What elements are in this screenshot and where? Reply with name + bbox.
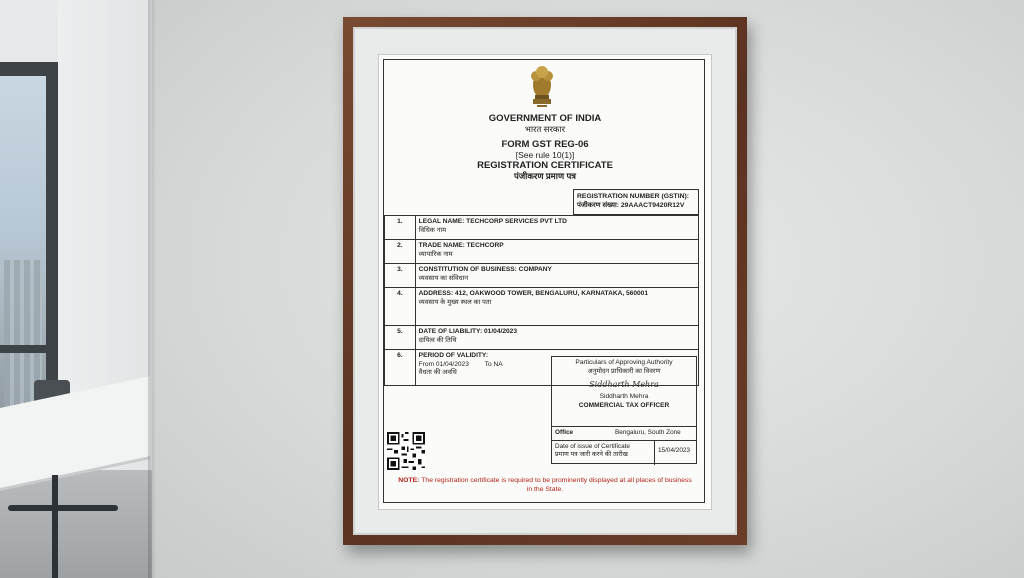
row-number: 3.	[385, 264, 416, 288]
note-text: The registration certificate is required to be prominently displayed at all places of business in the State.	[421, 477, 692, 493]
certificate-title-hindi: पंजीकरण प्रमाण पत्र	[514, 171, 576, 181]
frame-mat	[353, 27, 737, 535]
header-hindi: भारत सरकार	[524, 124, 566, 134]
authority-title-hindi: अनुमोदन प्राधिकारी का विवरण	[587, 367, 661, 375]
constitution-of-business: CONSTITUTION OF BUSINESS: COMPANY	[418, 266, 552, 273]
issue-label-english: Date of issue of Certificate	[555, 443, 630, 450]
qr-code-icon	[387, 432, 425, 470]
issue-date-row	[552, 440, 696, 465]
registration-number-box	[573, 189, 699, 215]
table-row	[385, 240, 699, 264]
period-of-validity: PERIOD OF VALIDITY:	[418, 352, 489, 359]
window-mullion	[0, 345, 58, 353]
legal-name-hindi: विधिक नाम	[418, 226, 447, 234]
authority-title	[552, 359, 696, 376]
validity-from: From 01/04/2023	[418, 360, 469, 368]
chair-base	[8, 505, 118, 511]
row-content	[415, 240, 698, 264]
constitution-hindi: व्यवसाय का संविधान	[418, 274, 469, 282]
issue-label-hindi: प्रमाण पत्र जारी करने की तारीख	[555, 451, 628, 458]
row-number: 2.	[385, 240, 416, 264]
office-label: Office	[555, 429, 574, 436]
rule-reference: [See rule 10(1)]	[515, 150, 575, 160]
officer-name: Siddharth Mehra	[599, 393, 649, 400]
floor	[0, 470, 152, 578]
row-number: 4.	[385, 288, 416, 326]
desk-leg	[52, 475, 58, 578]
office-room-background	[0, 0, 152, 578]
table-row	[385, 326, 699, 350]
row-number: 5.	[385, 326, 416, 350]
trade-name-hindi: व्यापारिक नाम	[418, 250, 453, 258]
legal-name: LEGAL NAME: TECHCORP SERVICES PVT LTD	[418, 218, 567, 225]
table-row	[385, 288, 699, 326]
authority-title-english: Particulars of Approving Authority	[575, 359, 673, 366]
office-row	[552, 426, 696, 441]
validity-to: To NA	[484, 360, 503, 368]
picture-frame	[343, 17, 747, 545]
note-tag: NOTE:	[398, 477, 420, 484]
header-english: GOVERNMENT OF INDIA	[488, 113, 602, 124]
validity-hindi: वैधता की अवधि	[418, 369, 457, 376]
registration-number-label: REGISTRATION NUMBER (GSTIN):	[577, 193, 690, 200]
certificate-sheet	[379, 55, 711, 509]
issue-date-value: 15/04/2023	[658, 447, 690, 454]
officer-details	[552, 393, 696, 410]
registration-number-value: पंजीकरण संख्या: 29AAACT9420R12V	[577, 202, 685, 209]
row-number: 1.	[385, 216, 416, 240]
row-content	[415, 288, 698, 326]
certificate-title: REGISTRATION CERTIFICATE	[477, 160, 613, 171]
signature: Siddharth Mehra	[589, 380, 659, 389]
issue-date-label	[552, 441, 655, 465]
row-content	[415, 264, 698, 288]
table-row	[385, 264, 699, 288]
address-hindi: व्यवसाय के मुख्य स्थल का पता	[418, 298, 492, 306]
table-row	[385, 216, 699, 240]
approving-authority-box	[551, 356, 697, 464]
state-emblem-icon	[527, 61, 557, 109]
row-content	[415, 216, 698, 240]
row-content	[415, 326, 698, 350]
wall-edge-shadow	[148, 0, 156, 578]
liability-hindi: दायित्व की तिथि	[418, 336, 457, 344]
form-number: FORM GST REG-06	[501, 139, 589, 150]
office-value: Bengaluru, South Zone	[615, 429, 681, 436]
display-note	[395, 477, 695, 494]
officer-designation: COMMERCIAL TAX OFFICER	[578, 401, 670, 409]
trade-name: TRADE NAME: TECHCORP	[418, 242, 504, 249]
date-of-liability: DATE OF LIABILITY: 01/04/2023	[418, 328, 517, 335]
business-address: ADDRESS: 412, OAKWOOD TOWER, BENGALURU, KARNATAKA, 560001	[418, 290, 649, 297]
row-number: 6.	[385, 350, 416, 386]
